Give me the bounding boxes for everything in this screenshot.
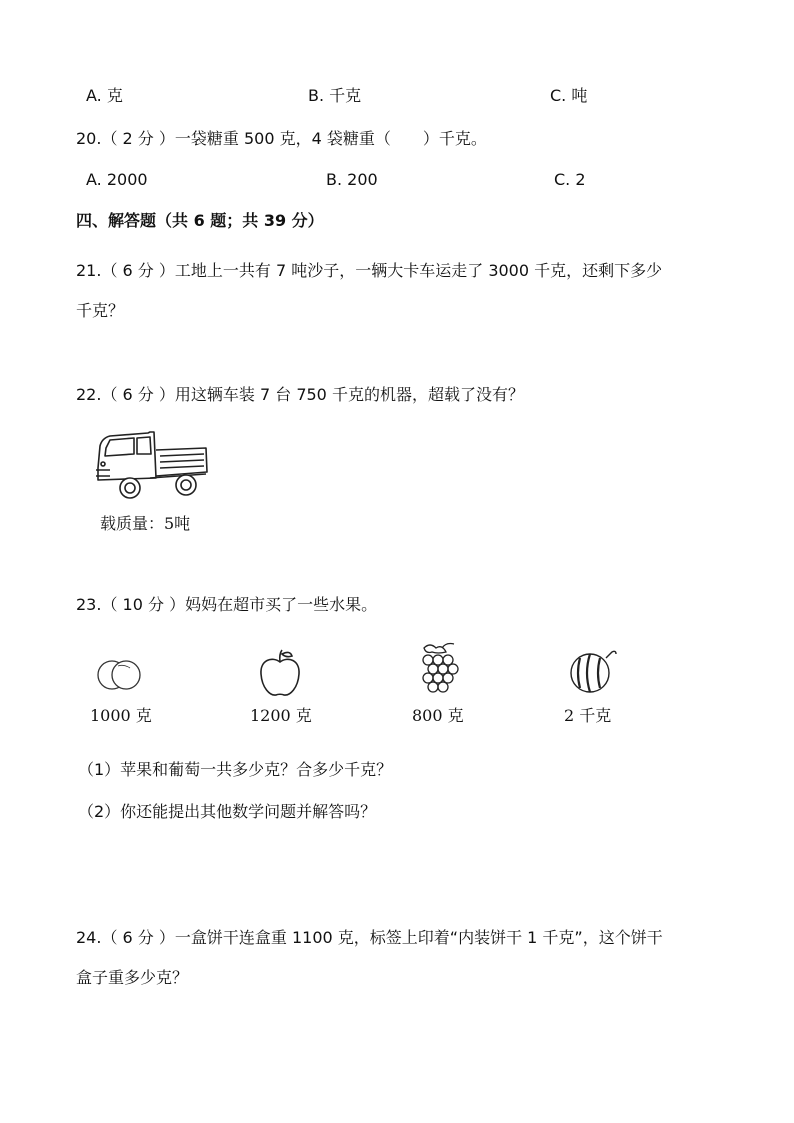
truck-capacity-label: 载质量：5吨 xyxy=(100,514,191,533)
apple-icon xyxy=(258,648,302,698)
fruit-weight-grapes: 800 克 xyxy=(412,706,464,725)
q20-option-a: A. 2000 xyxy=(86,170,148,189)
orange-icon xyxy=(96,656,144,694)
q23-sub-question-1: （1）苹果和葡萄一共多少克？合多少千克？ xyxy=(78,760,393,779)
fruit-weight-orange: 1000 克 xyxy=(90,706,152,725)
watermelon-icon xyxy=(568,646,620,694)
q19-option-a: A. 克 xyxy=(86,86,123,105)
q19-option-b: B. 千克 xyxy=(308,86,362,105)
q24-question-line2: 盒子重多少克？ xyxy=(76,968,189,987)
q22-question: 22.（ 6 分 ）用这辆车装 7 台 750 千克的机器，超载了没有？ xyxy=(76,385,524,404)
section-heading: 四、解答题（共 6 题；共 39 分） xyxy=(76,211,324,230)
q20-question: 20.（ 2 分 ）一袋糖重 500 克，4 袋糖重（ ）千克。 xyxy=(76,129,487,148)
q20-option-b: B. 200 xyxy=(326,170,378,189)
q20-option-c: C. 2 xyxy=(554,170,586,189)
fruit-weight-apple: 1200 克 xyxy=(250,706,312,725)
grapes-icon xyxy=(416,640,466,696)
q23-sub-question-2: （2）你还能提出其他数学问题并解答吗？ xyxy=(78,802,377,821)
fruit-weight-watermelon: 2 千克 xyxy=(564,706,612,725)
q21-question-line2: 千克？ xyxy=(76,301,125,320)
q24-question-line1: 24.（ 6 分 ）一盒饼干连盒重 1100 克，标签上印着“内装饼干 1 千克”，这个饼干 xyxy=(76,928,663,947)
q23-question: 23.（ 10 分 ）妈妈在超市买了一些水果。 xyxy=(76,595,378,614)
q21-question-line1: 21.（ 6 分 ）工地上一共有 7 吨沙子，一辆大卡车运走了 3000 千克，还剩下多少 xyxy=(76,261,663,280)
truck-icon xyxy=(90,428,210,503)
q19-option-c: C. 吨 xyxy=(550,86,588,105)
